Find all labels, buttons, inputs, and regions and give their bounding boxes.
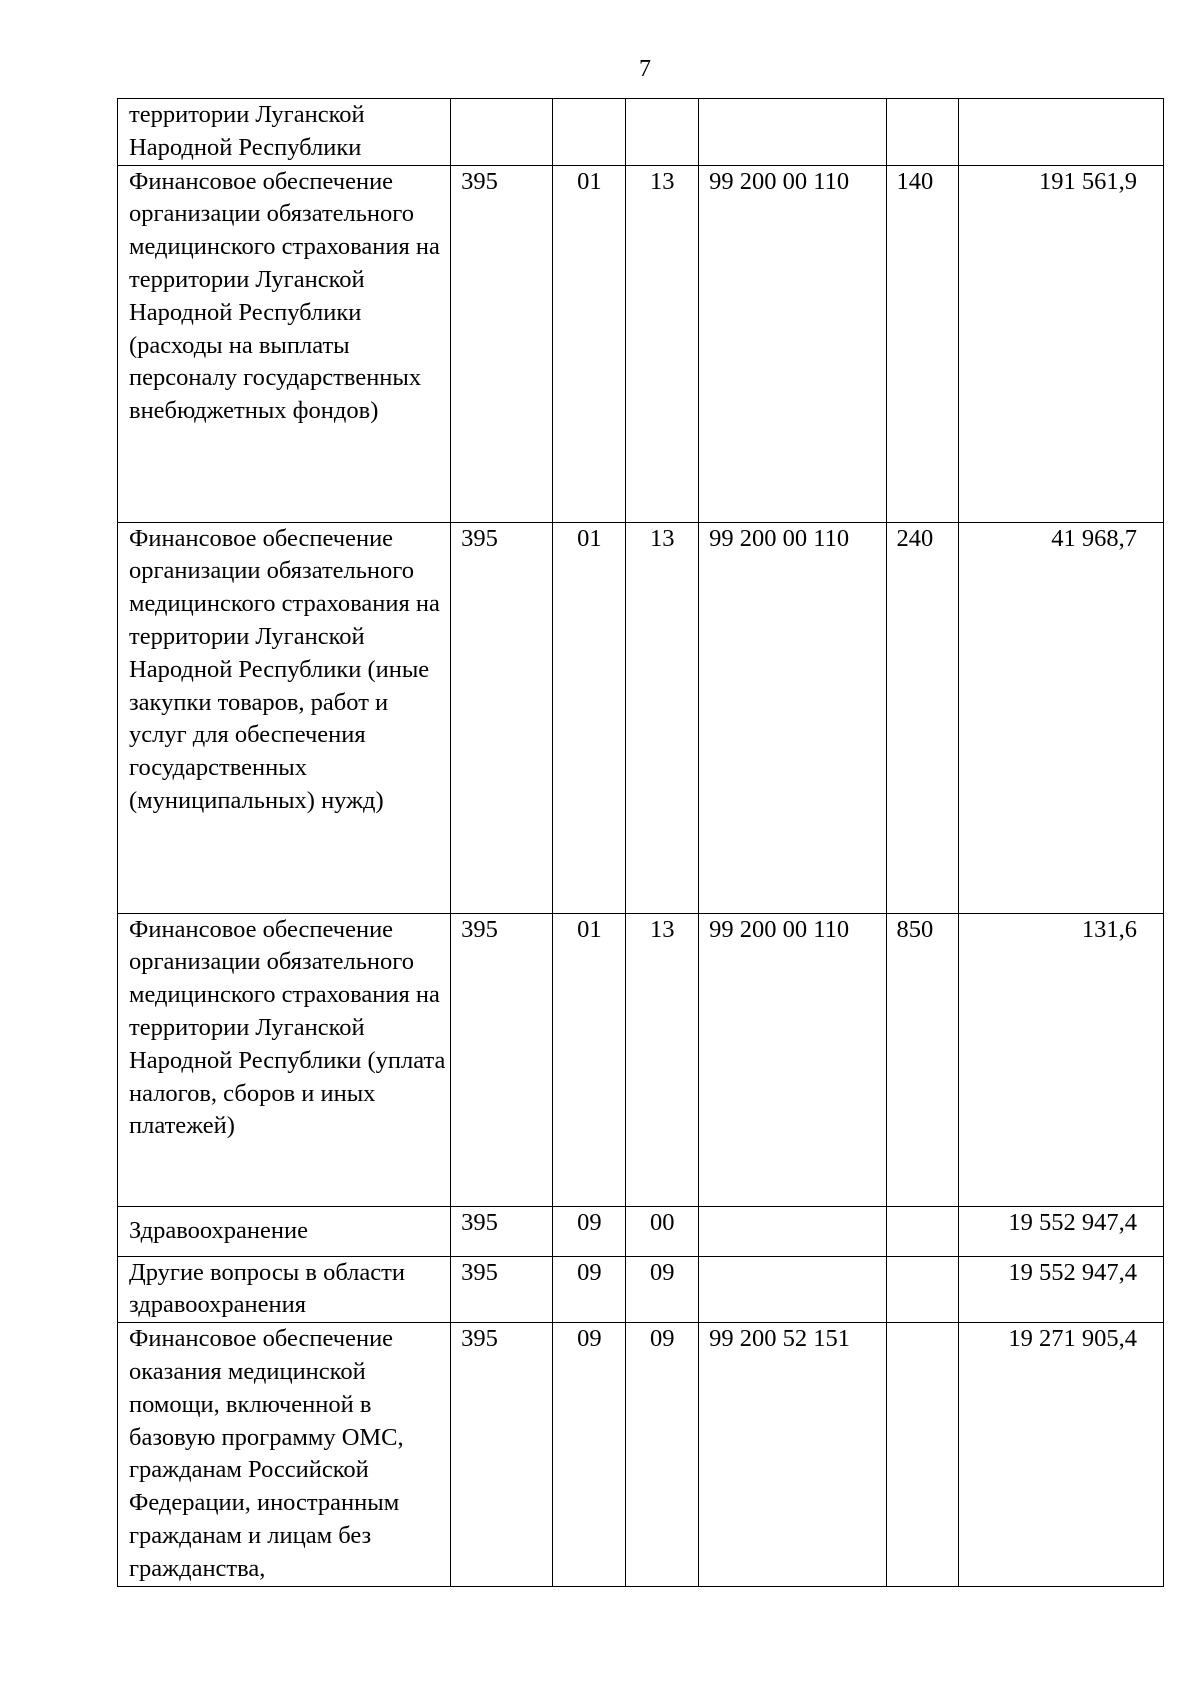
section-code: 09 [553,1323,626,1586]
table-row [118,99,1164,166]
subsection-code: 13 [626,165,699,522]
table-row [118,913,1164,1206]
section-code: 01 [553,165,626,522]
admin-code [451,99,553,166]
row-name: Финансовое обеспечение организации обязательного медицинского страхования на территории Луганской Народной Республики (расходы на выплаты персоналу государственных внебюджетных фондов) [118,165,451,522]
admin-code: 395 [451,1256,553,1323]
admin-code: 395 [451,1206,553,1256]
subsection-code: 13 [626,913,699,1206]
target-code [699,99,886,166]
admin-code: 395 [451,913,553,1206]
subsection-code: 13 [626,522,699,913]
target-code: 99 200 00 110 [699,165,886,522]
admin-code: 395 [451,522,553,913]
expense-type-code [886,1206,959,1256]
section-code: 01 [553,522,626,913]
row-name: Здравоохранение [118,1206,451,1256]
amount: 131,6 [959,913,1164,1206]
target-code: 99 200 00 110 [699,522,886,913]
subsection-code: 09 [626,1256,699,1323]
expense-type-code: 240 [886,522,959,913]
section-code: 01 [553,913,626,1206]
target-code: 99 200 52 151 [699,1323,886,1586]
expense-type-code [886,1323,959,1586]
target-code [699,1256,886,1323]
row-name: Другие вопросы в области здравоохранения [118,1256,451,1323]
row-name: территории Луганской Народной Республики [118,99,451,166]
amount [959,99,1164,166]
section-code [553,99,626,166]
subsection-code: 09 [626,1323,699,1586]
amount: 19 552 947,4 [959,1256,1164,1323]
table-row [118,165,1164,522]
amount: 19 552 947,4 [959,1206,1164,1256]
target-code [699,1206,886,1256]
admin-code: 395 [451,165,553,522]
expense-type-code [886,99,959,166]
table-row [118,522,1164,913]
row-name: Финансовое обеспечение организации обязательного медицинского страхования на территории Луганской Народной Республики (уплата налогов, сборов и иных платежей) [118,913,451,1206]
expense-type-code: 850 [886,913,959,1206]
amount: 19 271 905,4 [959,1323,1164,1586]
table-row [118,1206,1164,1256]
target-code: 99 200 00 110 [699,913,886,1206]
subsection-code: 00 [626,1206,699,1256]
table-row [118,1323,1164,1586]
amount: 191 561,9 [959,165,1164,522]
section-code: 09 [553,1206,626,1256]
admin-code: 395 [451,1323,553,1586]
page-number: 7 [639,56,651,82]
subsection-code [626,99,699,166]
amount: 41 968,7 [959,522,1164,913]
table-row [118,1256,1164,1323]
expense-type-code: 140 [886,165,959,522]
row-name: Финансовое обеспечение организации обязательного медицинского страхования на территории Луганской Народной Республики (иные закупки товаров, работ и услуг для обеспечения государственных (муниципальных) нужд) [118,522,451,913]
expense-type-code [886,1256,959,1323]
row-name: Финансовое обеспечение оказания медицинской помощи, включенной в базовую программу ОМС, гражданам Российской Федерации, иностранным гражданам и лицам без гражданства, [118,1323,451,1586]
section-code: 09 [553,1256,626,1323]
budget-table [117,98,1164,1587]
